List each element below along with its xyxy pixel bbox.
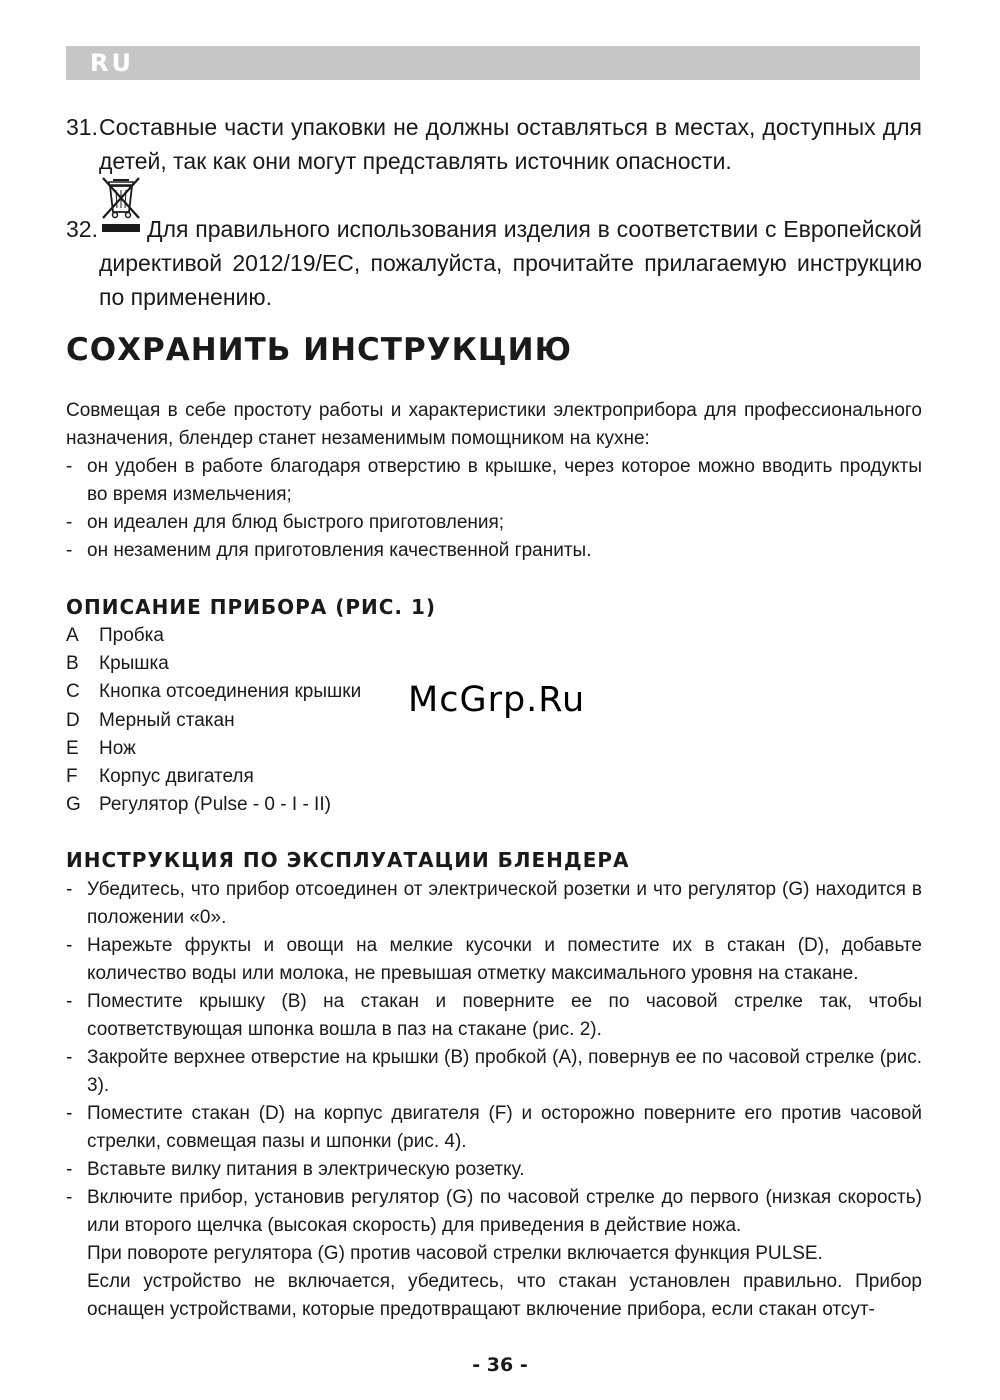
section-title-description: ОПИСАНИЕ ПРИБОРА (РИС. 1) bbox=[66, 595, 437, 619]
part-item: D Мерный стакан bbox=[66, 709, 235, 731]
list-item: - Вставьте вилку питания в электрическую розетку. bbox=[66, 1159, 525, 1180]
list-item: - Убедитесь, что прибор отсоединен от электрической розетки и что регулятор (G) находится в положении «0». bbox=[66, 879, 922, 928]
item-text: Составные части упаковки не должны оставляться в местах, доступных для детей, так как они могут представлять источник опасности. bbox=[99, 114, 922, 174]
section-title-save-instructions: СОХРАНИТЬ ИНСТРУКЦИЮ bbox=[66, 332, 573, 368]
continuation-paragraph: Если устройство не включается, убедитесь, что стакан установлен правильно. Прибор оснащен устройствами, которые предотвращают включение прибора, если стакан отсут- bbox=[87, 1271, 922, 1320]
part-item: B Крышка bbox=[66, 653, 169, 675]
part-item: A Пробка bbox=[66, 625, 164, 646]
watermark: McGrp.Ru bbox=[408, 680, 586, 720]
list-item: - Нарежьте фрукты и овощи на мелкие кусочки и поместите их в стакан (D), добавьте количество воды или молока, не превышая отметку максимального уровня на стакане. bbox=[66, 935, 922, 984]
language-header-bar bbox=[66, 46, 920, 80]
intro-paragraph: Совмещая в себе простоту работы и характеристики электроприбора для профессионального назначения, блендер станет незаменимым помощником на кухне: bbox=[66, 400, 922, 449]
section-title-operating-instructions: ИНСТРУКЦИЯ ПО ЭКСПЛУАТАЦИИ БЛЕНДЕРА bbox=[66, 848, 630, 872]
list-item: - он незаменим для приготовления качественной граниты. bbox=[66, 540, 592, 561]
list-item: - Поместите стакан (D) на корпус двигателя (F) и осторожно поверните его против часовой стрелки, совмещая пазы и шпонки (рис. 4). bbox=[66, 1103, 922, 1152]
language-code: RU bbox=[90, 49, 134, 77]
list-item-31 bbox=[66, 110, 922, 178]
continuation-paragraph: При повороте регулятора (G) против часовой стрелки включается функция PULSE. bbox=[87, 1243, 823, 1264]
features-list bbox=[66, 453, 922, 565]
part-item: E Нож bbox=[66, 737, 136, 759]
list-item: - Поместите крышку (B) на стакан и поверните ее по часовой стрелке так, чтобы соответствующая шпонка вошла в паз на стакане (рис. 2). bbox=[66, 991, 922, 1040]
page-number: - 36 - bbox=[472, 1354, 528, 1376]
instructions-list bbox=[66, 876, 922, 1324]
parts-list bbox=[66, 622, 361, 819]
list-item: - он идеален для блюд быстрого приготовления; bbox=[66, 512, 505, 533]
part-item: C Кнопка отсоединения крышки bbox=[66, 681, 362, 703]
part-item: F Корпус двигателя bbox=[66, 765, 254, 787]
list-item: - Включите прибор, установив регулятор (G) по часовой стрелке до первого (низкая скорость) или второго щелчка (высокая скорость) для приведения в действие ножа. При повороте регулятора (G) против часовой стрелки включается функция PULSE. Если устройство не включается, убедитесь, что стакан установлен правильно. Прибор оснащен устройствами, которые предотвращают включение прибора, если стакан отсут- bbox=[66, 1184, 922, 1324]
part-item: G Регулятор (Pulse - 0 - I - II) bbox=[66, 794, 331, 816]
list-item-32 bbox=[66, 212, 922, 314]
item-number: 32. bbox=[66, 216, 98, 242]
item-number: 31. bbox=[66, 114, 98, 140]
list-item: - Закройте верхнее отверстие на крышки (B) пробкой (A), повернув ее по часовой стрелке (рис. 3). bbox=[66, 1047, 922, 1096]
item-text: Для правильного использования изделия в соответствии с Европейской директивой 2012/19/EC, пожалуйста, прочитайте прилагаемую инструкцию по применению. bbox=[99, 216, 922, 310]
list-item: - он удобен в работе благодаря отверстию в крышке, через которое можно вводить продукты во время измельчения; bbox=[66, 456, 922, 505]
